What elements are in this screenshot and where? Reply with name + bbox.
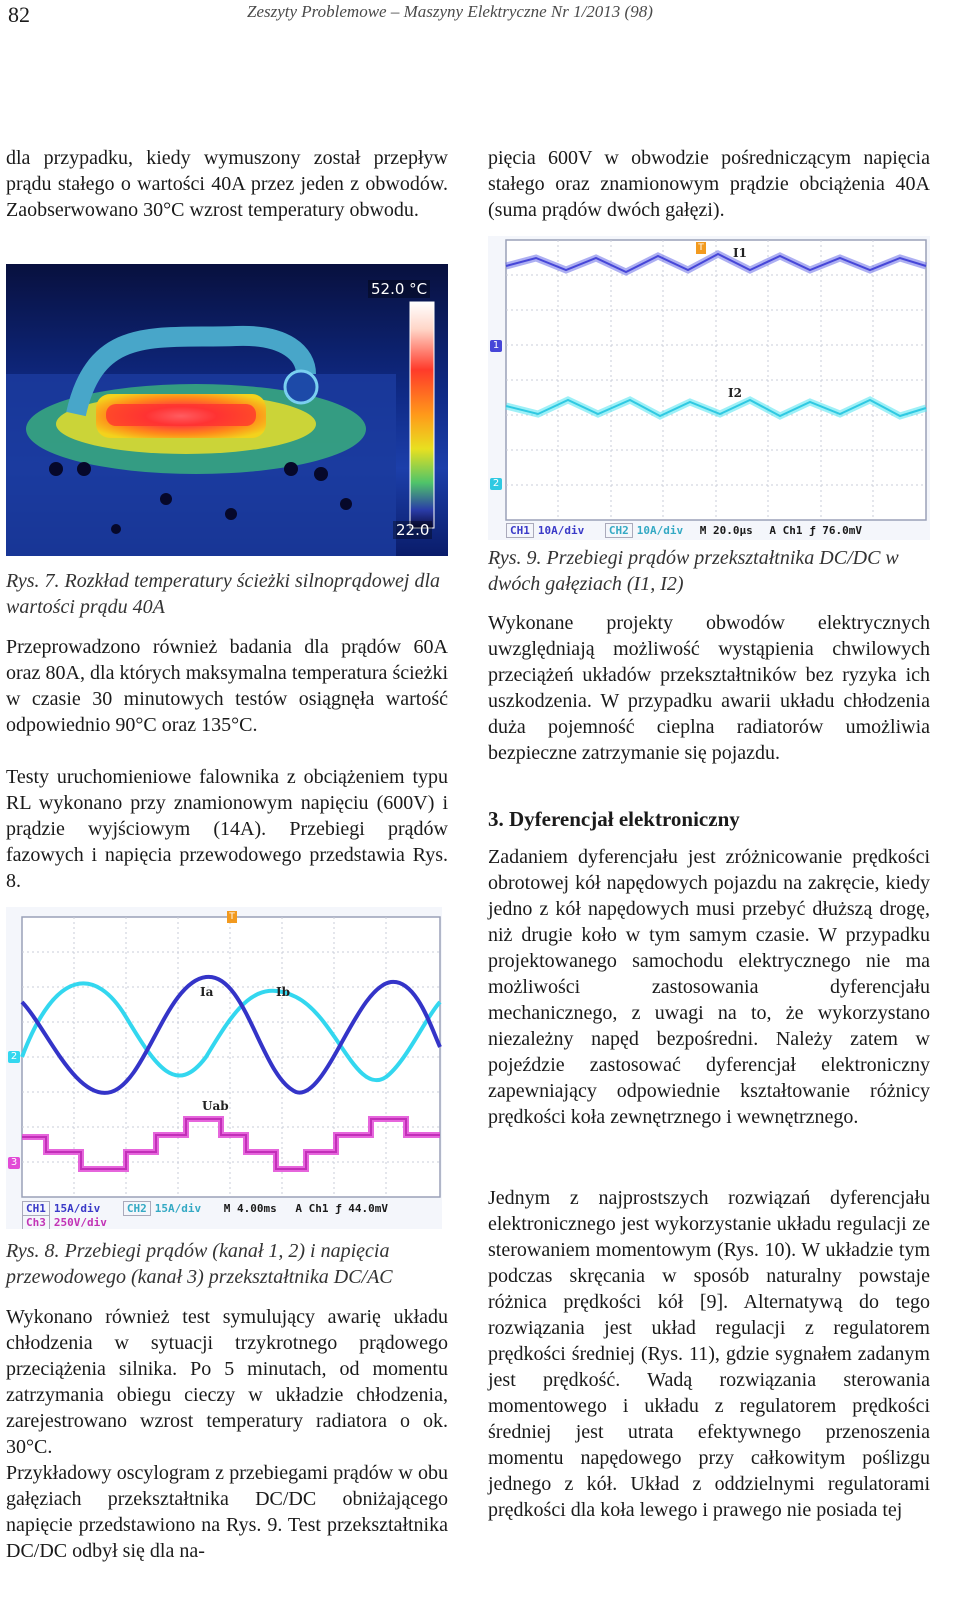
paragraph: Zadaniem dyferencjału jest zróżnicowanie prędkości obrotowej kół napędowych pojazdu na zakręcie, kiedy jedno z kół napędowych musi przebyć dłuższą drogę, niż drugie koło w tym samym czasie. W przypadku projektowanego samochodu elektrycznego nie ma możliwości zastosowania dyferencjału mechanicznego, z uwagi na to, że wykorzystano niezależny napęd bezpośredni. Należy zatem w pojeździe zastosować dyferencjał elektroniczny zapewniający odpowiednie kształtowanie różnicy prędkości koła zewnętrznego i wewnętrznego. [488, 846, 930, 1128]
label-ia: Ia [200, 985, 214, 999]
figure-8-oscilloscope [6, 907, 442, 1229]
figure-9-oscilloscope [488, 236, 930, 540]
status-ch1-scale: 10A/div [537, 524, 585, 537]
paragraph: Testy uruchomieniowe falownika z obciążeniem typu RL wykonano przy znamionowym napięciu (600V) i prądzie wyjściowym (14A). Przebiegi prądów fazowych i napięcia przewodowego przedstawia Rys. 8. [6, 766, 448, 892]
journal-title: Zeszyty Problemowe – Maszyny Elektryczne Nr 1/2013 (98) [247, 2, 653, 21]
thermal-image-graphic [6, 264, 448, 556]
figure-9-caption: Rys. 9. Przebiegi prądów przekształtnika DC/DC w dwóch gałęziach (I1, I2) [488, 547, 899, 595]
status-trigger: A Ch1 ƒ 76.0mV [769, 524, 863, 537]
page-header [0, 0, 960, 30]
paragraph: Jednym z najprostszych rozwiązań dyferencjału elektronicznego jest wykorzystanie układu regulacji ze sterowaniem momentowym (Rys. 10). W układzie tym podczas skręcania w sposób naturalny powstaje różnica prędkości kół [9]. Alternatywą do tego rozwiązania jest układ regulacji z regulatorem prędkości średniej (Rys. 11), gdzie sygnałem zadanym jest prędkość. Wadą rozwiązania sterowania momentowego i układu z regulatorem prędkości średniej jest utrata efektywnego przenoszenia momentu napędowego przy całkowitym poślizgu jednego z kół. Układ z oddzielnymi regulatorami prędkości dla koła lewego i prawego nie posiada tej [488, 1187, 930, 1521]
channel-2-marker: 2 [8, 1051, 20, 1063]
status-timebase: M 4.00ms [223, 1202, 277, 1215]
channel-1-marker: 1 [490, 340, 502, 352]
section-heading: 3. Dyferencjał elektroniczny [488, 807, 740, 831]
scope-8-status-row-1 [22, 1201, 388, 1216]
figure-7-caption: Rys. 7. Rozkład temperatury ścieżki silnoprądowej dla wartości prądu 40A [6, 570, 441, 618]
figure-8-caption: Rys. 8. Przebiegi prądów (kanał 1, 2) i napięcia przewodowego (kanał 3) przekształtnika DC/AC [6, 1240, 393, 1288]
thermal-scale-min: 22.0 [393, 521, 432, 539]
status-ch2: CH2 [123, 1201, 151, 1216]
paragraph: Wykonano również test symulujący awarię układu chłodzenia w sytuacji trzykrotnego prądowego przeciążenia silnika. Po 5 minutach, od momentu zatrzymania obiegu cieczy w układzie chłodzenia, zarejestrowano wzrost temperatury radiatora o ok. 30°C. [6, 1306, 448, 1458]
paragraph: dla przypadku, kiedy wymuszony został przepływ prądu stałego o wartości 40A przez jeden z obwodów. Zaobserwowano 30°C wzrost temperatury obwodu. [6, 147, 448, 221]
paragraph: pięcia 600V w obwodzie pośredniczącym napięcia stałego oraz znamionowym prądzie obciążenia 40A (suma prądów dwóch gałęzi). [488, 147, 930, 221]
channel-2-marker: 2 [490, 478, 502, 490]
status-ch1: CH1 [22, 1201, 50, 1216]
label-i2: I2 [728, 386, 742, 400]
channel-3-marker: 3 [8, 1157, 20, 1169]
oscilloscope-8-graphic [6, 907, 442, 1229]
paragraph: Wykonane projekty obwodów elektrycznych uwzględniają możliwość wystąpienia chwilowych przeciążeń układów przekształtników bez ryzyka ich uszkodzenia. W przypadku awarii układu chłodzenia duża pojemność cieplna radiatorów umożliwia bezpieczne zatrzymanie się pojazdu. [488, 612, 930, 764]
status-ch1-scale: 15A/div [53, 1202, 101, 1215]
paragraph: Przeprowadzono również badania dla prądów 60A oraz 80A, dla których maksymalna temperatura ścieżki w czasie 30 minutowych testów osiągnęła wartość odpowiednio 90°C oraz 135°C. [6, 636, 448, 736]
label-uab: Uab [202, 1099, 229, 1113]
status-trigger: A Ch1 ƒ 44.0mV [295, 1202, 389, 1215]
trigger-marker: T [696, 242, 706, 254]
label-ib: Ib [276, 985, 291, 999]
scope-9-status-row [506, 523, 862, 538]
status-timebase: M 20.0µs [699, 524, 753, 537]
status-ch2-scale: 15A/div [154, 1202, 202, 1215]
scope-8-status-row-2 [22, 1215, 107, 1229]
trigger-marker: T [227, 911, 237, 923]
status-ch2: CH2 [605, 523, 633, 538]
thermal-scale-max: 52.0 °C [368, 280, 430, 298]
figure-7-thermal-image [6, 264, 448, 556]
paragraph: Przykładowy oscylogram z przebiegami prądów w obu gałęziach przekształtnika DC/DC obniżającego napięcie przedstawiono na Rys. 9. Test przekształtnika DC/DC odbył się dla na- [6, 1462, 448, 1562]
oscilloscope-9-graphic [488, 236, 930, 540]
page-number: 82 [8, 2, 30, 27]
status-ch3-scale: 250V/div [53, 1216, 107, 1229]
status-ch2-scale: 10A/div [636, 524, 684, 537]
status-ch1: CH1 [506, 523, 534, 538]
status-ch3: Ch3 [22, 1215, 50, 1229]
label-i1: I1 [733, 246, 747, 260]
